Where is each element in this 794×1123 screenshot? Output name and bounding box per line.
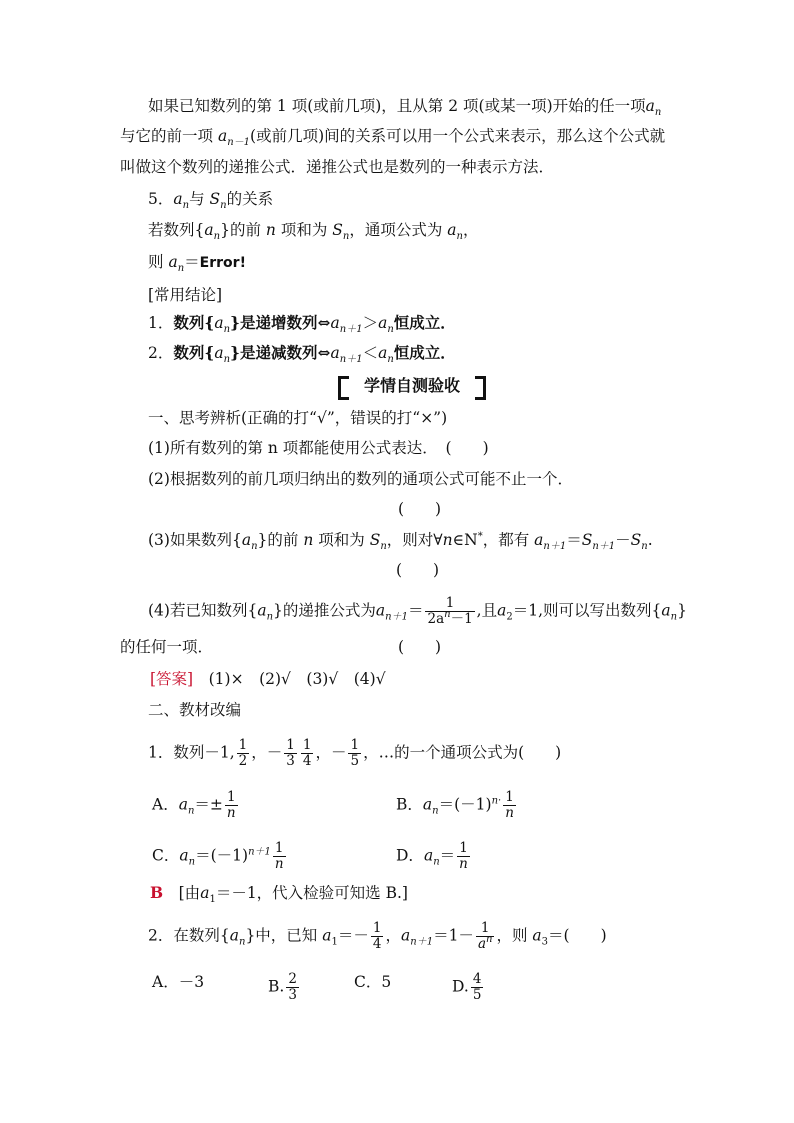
part2-q1-option-b: B．$a_n=(-1)^{n\cdot}$ $\frac{1}{n}$ [396,789,514,821]
part2-q2-option-c: C．5 [354,973,392,991]
intro-line-3: 叫做这个数列的递推公式．递推公式也是数列的一种表示方法． [120,158,555,176]
conclusions-title: [常用结论] [148,286,223,304]
part1-q2-paren: ( ) [398,500,442,518]
section5-line-2: 则 $a_n=Error$! [148,253,246,274]
part1-q3: (3)如果数列$\{a_n\}$的前 n 项和为 $S_n$，则对∀n∈N*，都有 $a_{n+1}=S_{n+1}-S_n$. [148,531,653,552]
part2-q2-option-a: A．－3 [152,973,205,991]
part2-q2-option-d: D. $\frac{4}{5}$ [452,971,482,1003]
part2-q1-solution: B [由$a_1=-1$，代入检验可知选 B.] [150,883,408,905]
solution-letter: B [150,883,164,902]
part2-title: 二、教材改编 [148,701,242,719]
part1-q4-paren: ( ) [398,638,442,656]
part1-q1: (1)所有数列的第 n 项都能使用公式表达． ( ) [148,439,489,457]
left-bracket-decoration [338,376,349,400]
fraction: $\frac{1}{2a^n-1}$ [427,595,473,627]
part1-q3-paren: ( ) [396,561,440,579]
conclusion-1: 1．数列$\{a_n\}$是递增数列$\Leftrightarrow a_{n+1}>a_n$恒成立． [148,313,456,335]
conclusion-2: 2．数列$\{a_n\}$是递减数列$\Leftrightarrow a_{n+1}<a_n$恒成立． [148,343,456,365]
section-header-title: 学情自测验收 [363,376,460,395]
right-bracket-decoration [475,376,486,400]
part2-q1: 1．数列－1, $\frac{1}{2}$ ，－ $\frac{1}{3}$ $\frac{1}{4}$ ，－ $\frac{1}{5}$ ，…的一个通项公式为( ) [148,737,562,769]
part1-answer: [答案] (1)× (2)√ (3)√ (4)√ [150,670,386,688]
part1-q4: (4)若已知数列$\{a_n\}$的递推公式为$a_{n+1}=$ $\frac{1}{2a^n-1}$ ,且$a_2=1$,则可以写出数列$\{a_n\}$ [148,595,687,627]
part2-q1-option-d: D．$a_n=$ $\frac{1}{n}$ [396,840,468,872]
part2-q2-option-b: B. $\frac{2}{3}$ [268,971,297,1003]
part2-q1-option-a: A．$a_n=\pm$ $\frac{1}{n}$ [152,789,236,821]
answer-label: [答案] [150,670,194,688]
part1-q4-line-2: 的任何一项． [120,638,214,656]
part1-q2: (2)根据数列的前几项归纳出的数列的通项公式可能不止一个． [148,470,573,488]
part1-title: 一、思考辨析(正确的打“√”，错误的打“×”) [148,409,448,427]
section5-line-1: 若数列$\{a_n\}$的前 n 项和为 $S_n$，通项公式为 $a_n$， [148,221,479,242]
part2-q1-option-c: C．$a_n=(-1)^{n+1}$ $\frac{1}{n}$ [152,840,284,872]
intro-line-1: 如果已知数列的第 1 项(或前几项)，且从第 2 项(或某一项)开始的任一项$a_n$ [148,97,662,118]
section5-title: 5．$a_n$与 $S_n$的关系 [148,190,274,211]
part2-q2: 2．在数列$\{a_n\}$中，已知 $a_1=-$ $\frac{1}{4}$ ，$a_{n+1}=1-$ $\frac{1}{a^n}$ ，则 $a_3=$( ) [148,920,607,952]
intro-line-2: 与它的前一项 $a_{n-1}$(或前几项)间的关系可以用一个公式来表示，那么这个公式就 [120,127,666,148]
section-header [338,373,486,399]
